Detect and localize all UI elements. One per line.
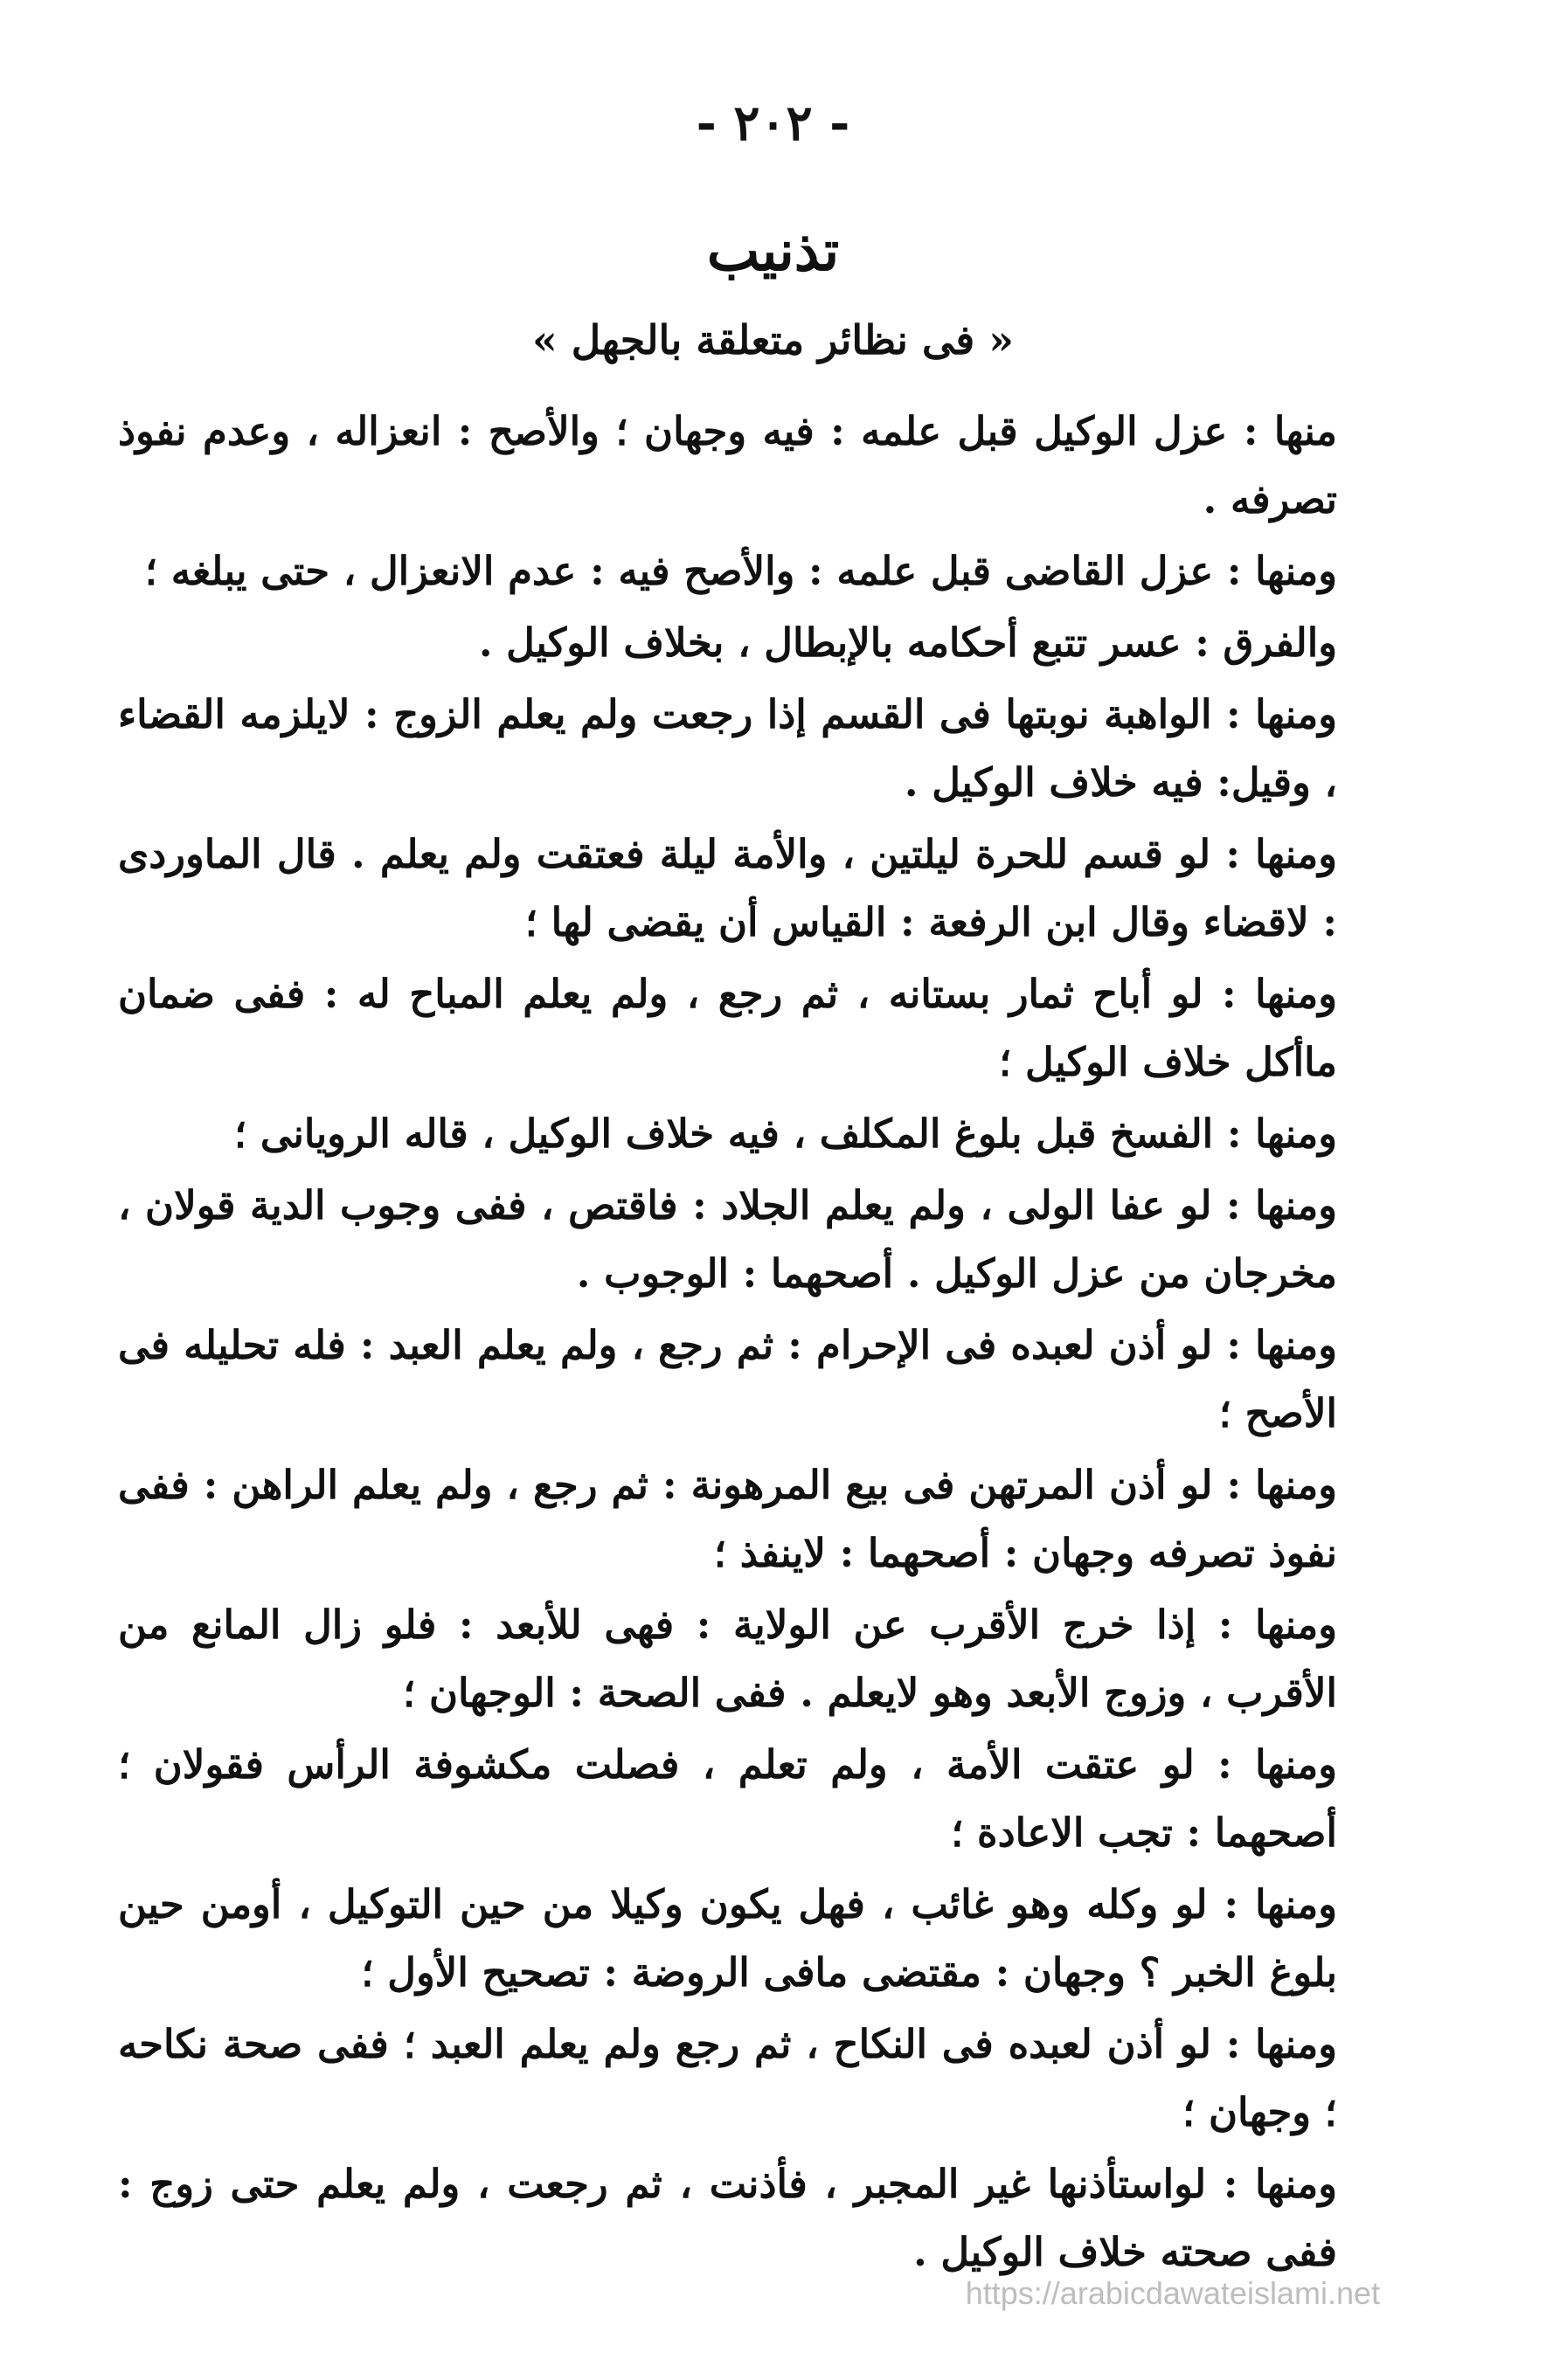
- paragraph: ومنها : لو أذن لعبده فى الإحرام : ثم رجع ، ولم يعلم العبد : فله تحليله فى الأصح ؛: [118, 1322, 1337, 1436]
- paragraph: ومنها : لو عتقت الأمة ، ولم تعلم ، فصلت مكشوفة الرأس فقولان ؛ أصحهما : تجب الاعادة ؛: [118, 1741, 1337, 1856]
- paragraph: ومنها : لو أباح ثمار بستانه ، ثم رجع ، ولم يعلم المباح له : ففى ضمان ماأكل خلاف الوكيل ؛: [118, 971, 1337, 1085]
- body-text: [118, 398, 1337, 2290]
- section-subtitle: « فى نظائر متعلقة بالجهل »: [531, 316, 1015, 363]
- page-number: - ٢٠٢ -: [696, 94, 850, 152]
- paragraph: ومنها : إذا خرج الأقرب عن الولاية : فهى للأبعد : فلو زال المانع من الأقرب ، وزوج الأبعد وهو لايعلم . ففى الصحة : الوجهان ؛: [118, 1602, 1337, 1716]
- paragraph: والفرق : عسر تتبع أحكامه بالإبطال ، بخلاف الوكيل .: [478, 619, 1337, 666]
- paragraph: ومنها : لو عفا الولى ، ولم يعلم الجلاد : فاقتص ، ففى وجوب الدية قولان ، مخرجان من عزل الوكيل . أصحهما : الوجوب .: [118, 1182, 1337, 1297]
- paragraph: ومنها : لو أذن المرتهن فى بيع المرهونة : ثم رجع ، ولم يعلم الراهن : ففى نفوذ تصرفه وجهان : أصحهما : لاينفذ ؛: [118, 1462, 1337, 1576]
- paragraph: منها : عزل الوكيل قبل علمه : فيه وجهان ؛ والأصح : انعزاله ، وعدم نفوذ تصرفه .: [118, 408, 1337, 522]
- paragraph: ومنها : الفسخ قبل بلوغ المكلف ، فيه خلاف الوكيل ، قاله الرويانى ؛: [233, 1110, 1337, 1157]
- paragraph: ومنها : لو وكله وهو غائب ، فهل يكون وكيلا من حين التوكيل ، أومن حين بلوغ الخبر ؟ وجهان : مقتضى مافى الروضة : تصحيح الأول ؛: [118, 1881, 1337, 1996]
- paragraph: ومنها : لواستأذنها غير المجبر ، فأذنت ، ثم رجعت ، ولم يعلم حتى زوج : ففى صحته خلاف الوكيل .: [118, 2161, 1337, 2275]
- paragraph: ومنها : الواهبة نوبتها فى القسم إذا رجعت ولم يعلم الزوج : لايلزمه القضاء ، وقيل: فيه خلاف الوكيل .: [118, 691, 1337, 806]
- paragraph: ومنها : لو قسم للحرة ليلتين ، والأمة ليلة فعتقت ولم يعلم . قال الماوردى : لاقضاء وقال ابن الرفعة : القياس أن يقضى لها ؛: [118, 831, 1337, 945]
- section-title: تذنيب: [706, 218, 840, 284]
- source-watermark: https://arabicdawateislami.net: [965, 2275, 1380, 2311]
- paragraph: ومنها : لو أذن لعبده فى النكاح ، ثم رجع ولم يعلم العبد ؛ ففى صحة نكاحه ؛ وجهان ؛: [118, 2021, 1337, 2135]
- paragraph: ومنها : عزل القاضى قبل علمه : والأصح فيه : عدم الانعزال ، حتى يبلغه ؛: [144, 548, 1337, 594]
